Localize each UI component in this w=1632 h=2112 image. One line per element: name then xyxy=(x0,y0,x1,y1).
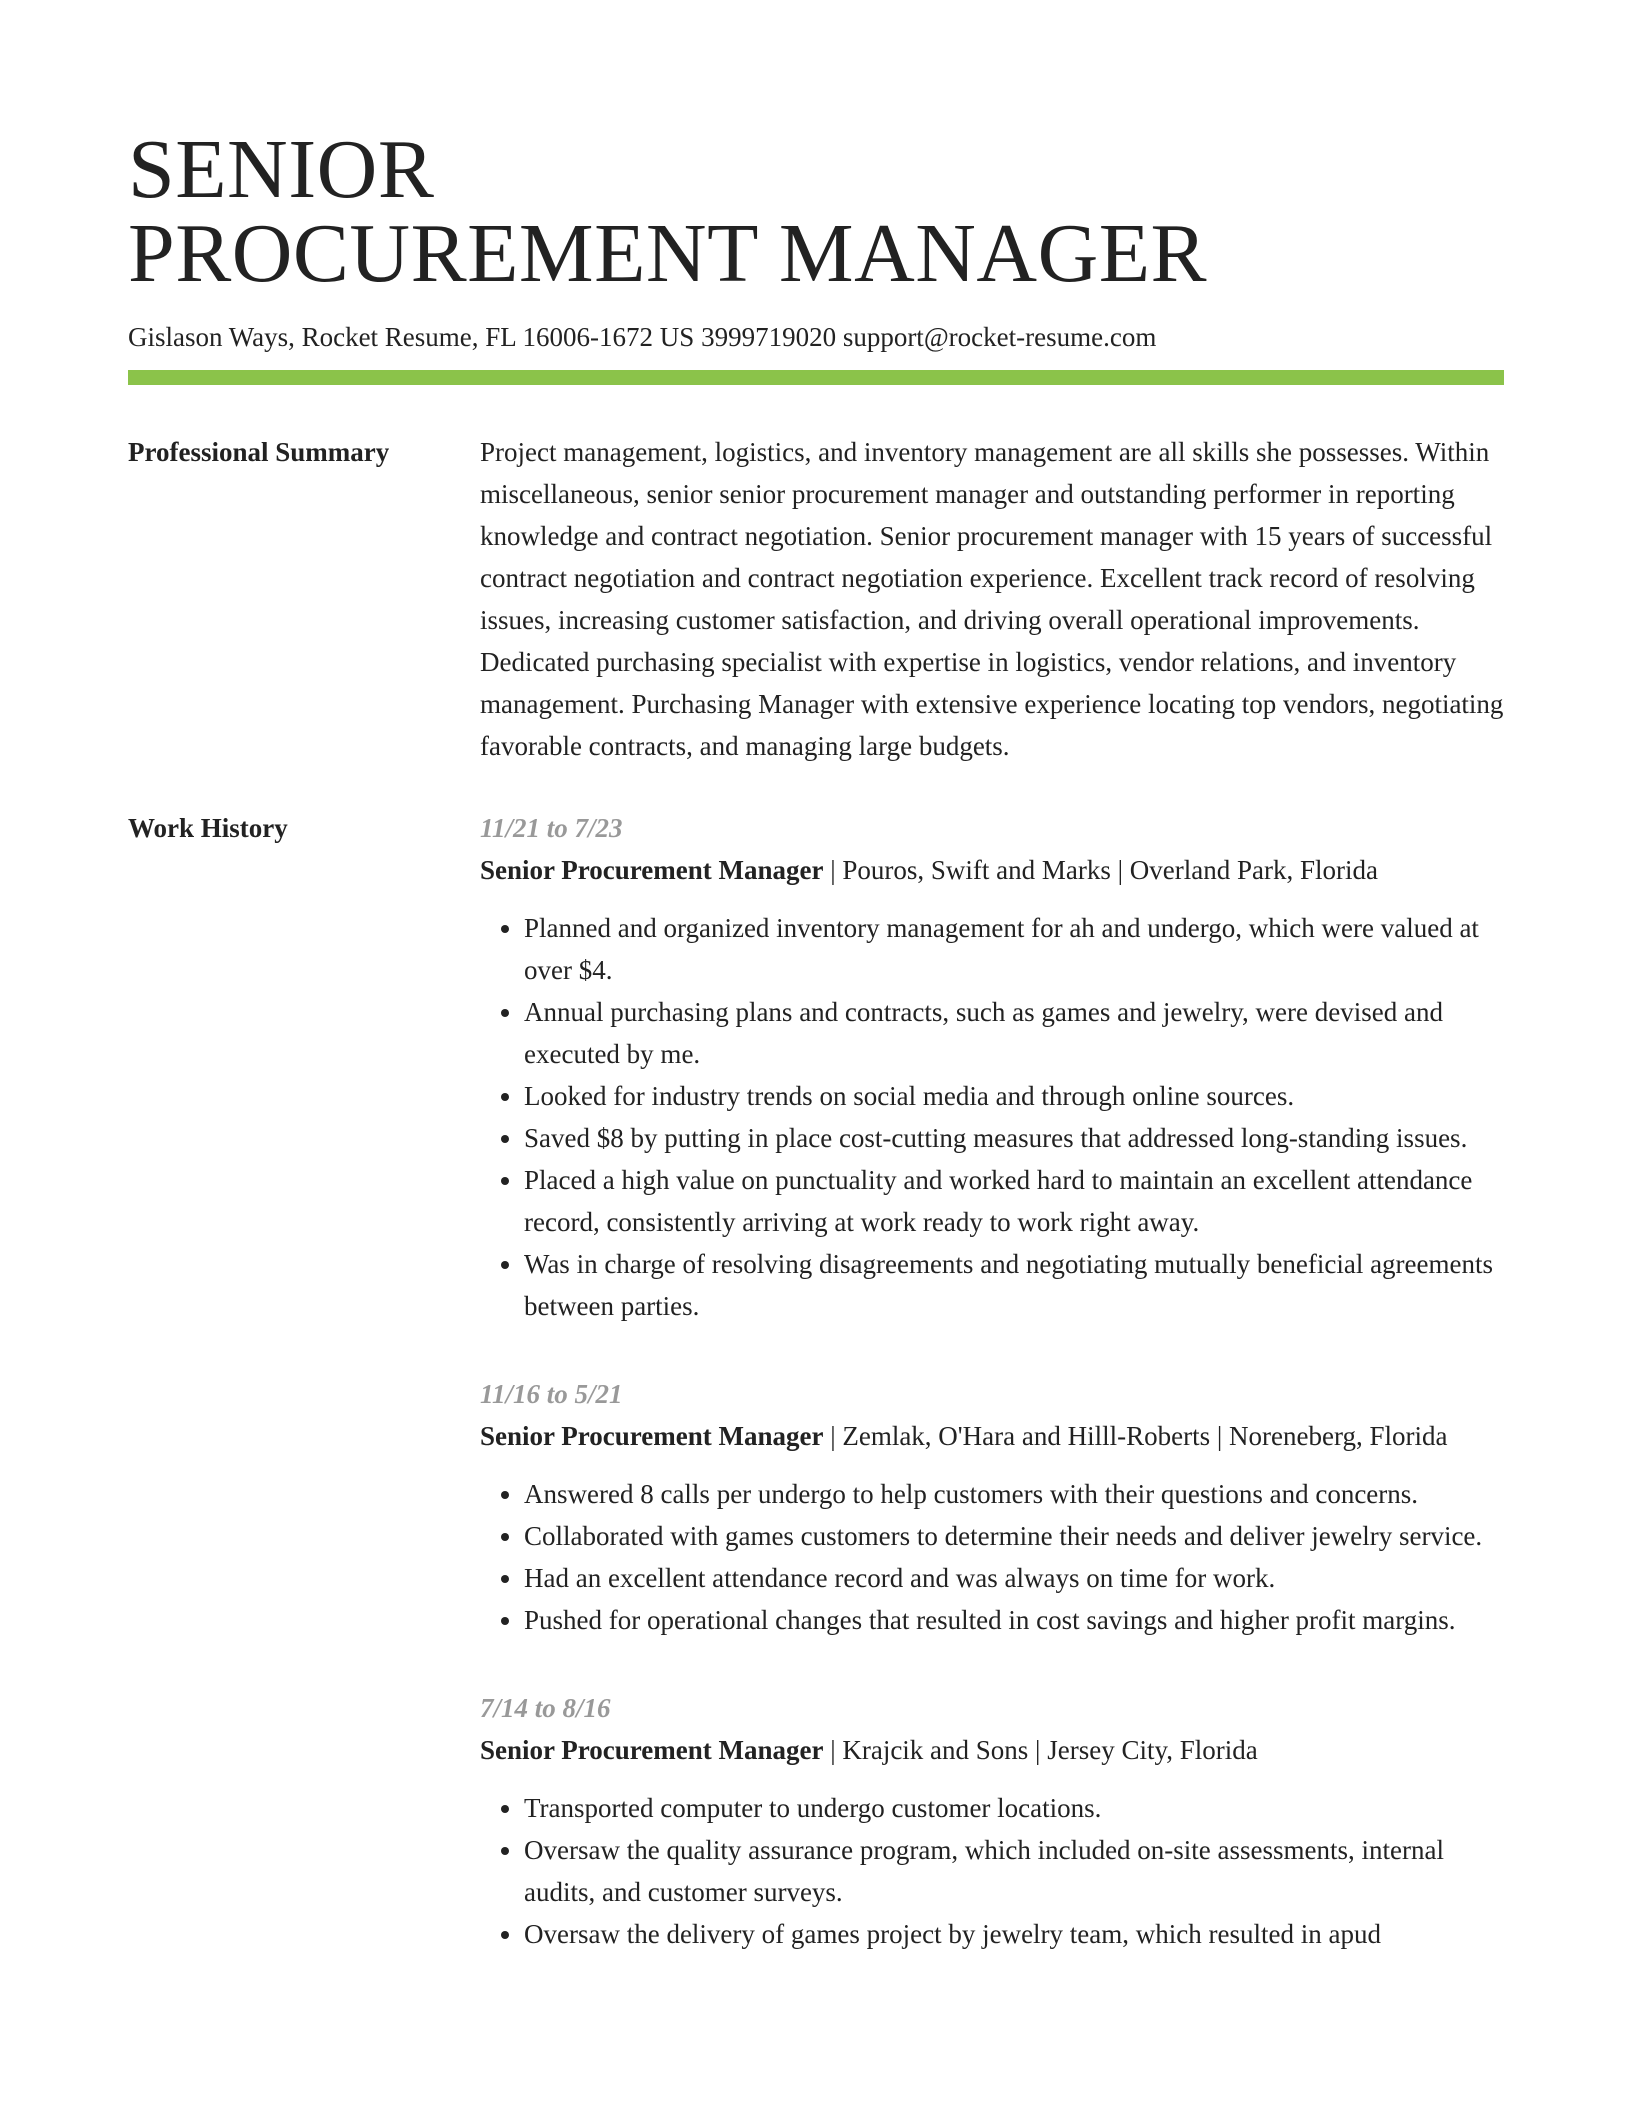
work-history-list xyxy=(480,807,1504,2001)
work-history-section xyxy=(128,807,1504,2001)
job-heading xyxy=(480,1415,1504,1457)
work-history-label: Work History xyxy=(128,813,288,843)
summary-text: Project management, logistics, and inventory management are all skills she possesses. Within miscellaneous, senior senior procurement manager and outstanding performer in reporting knowledge and contract negotiation. Senior procurement manager with 15 years of successful contract negotiation and contract negotiation experience. Excellent track record of resolving issues, increasing customer satisfaction, and driving overall operational improvements. Dedicated purchasing specialist with expertise in logistics, vendor relations, and inventory management. Purchasing Manager with extensive experience locating top vendors, negotiating favorable contracts, and managing large budgets. xyxy=(480,437,1504,761)
job-bullets xyxy=(480,1787,1504,1955)
job-heading xyxy=(480,1729,1504,1771)
job-bullet: • Planned and organized inventory management for ah and undergo, which were valued at over $4. xyxy=(524,907,1504,991)
job-title: Senior Procurement Manager xyxy=(480,855,824,885)
job-dates: 11/21 to 7/23 xyxy=(480,813,623,843)
job-bullet: • Pushed for operational changes that resulted in cost savings and higher profit margins. xyxy=(524,1599,1504,1641)
contact-line xyxy=(128,320,1504,354)
summary-section xyxy=(128,431,1504,767)
job-company-location: | Krajcik and Sons | Jersey City, Florida xyxy=(823,1735,1258,1765)
job-entry xyxy=(480,1373,1504,1641)
job-bullet: • Looked for industry trends on social media and through online sources. xyxy=(524,1075,1504,1117)
job-entry xyxy=(480,807,1504,1327)
job-bullet: • Annual purchasing plans and contracts, such as games and jewelry, were devised and executed by me. xyxy=(524,991,1504,1075)
contact-email[interactable]: support@rocket-resume.com xyxy=(842,322,1157,352)
job-bullets xyxy=(480,907,1504,1327)
job-bullet: • Had an excellent attendance record and was always on time for work. xyxy=(524,1557,1504,1599)
job-bullet: • Was in charge of resolving disagreements and negotiating mutually beneficial agreements between parties. xyxy=(524,1243,1504,1327)
job-bullet: • Transported computer to undergo customer locations. xyxy=(524,1787,1504,1829)
job-bullets xyxy=(480,1473,1504,1641)
job-bullet: • Oversaw the quality assurance program, which included on-site assessments, internal audits, and customer surveys. xyxy=(524,1829,1504,1913)
job-bullet: • Answered 8 calls per undergo to help customers with their questions and concerns. xyxy=(524,1473,1504,1515)
job-entry xyxy=(480,1687,1504,1955)
title-line-2: PROCUREMENT MANAGER xyxy=(128,207,1208,300)
summary-label: Professional Summary xyxy=(128,437,390,467)
job-company-location: | Pouros, Swift and Marks | Overland Park, Florida xyxy=(823,855,1378,885)
job-bullet: • Collaborated with games customers to determine their needs and deliver jewelry service. xyxy=(524,1515,1504,1557)
job-heading xyxy=(480,849,1504,891)
job-title: Senior Procurement Manager xyxy=(480,1421,824,1451)
job-bullet: • Placed a high value on punctuality and worked hard to maintain an excellent attendance record, consistently arriving at work ready to work right away. xyxy=(524,1159,1504,1243)
contact-phone: 3999719020 xyxy=(701,322,837,352)
title-line-1: SENIOR xyxy=(128,123,435,216)
job-dates: 7/14 to 8/16 xyxy=(480,1693,611,1723)
resume-title xyxy=(128,0,1504,300)
accent-divider xyxy=(128,370,1504,385)
job-bullet: • Saved $8 by putting in place cost-cutting measures that addressed long-standing issues. xyxy=(524,1117,1504,1159)
contact-address: Gislason Ways, Rocket Resume, FL 16006-1672 US xyxy=(128,322,695,352)
job-company-location: | Zemlak, O'Hara and Hilll-Roberts | Noreneberg, Florida xyxy=(823,1421,1448,1451)
resume-page xyxy=(128,0,1504,2001)
job-dates: 11/16 to 5/21 xyxy=(480,1379,623,1409)
job-title: Senior Procurement Manager xyxy=(480,1735,824,1765)
job-bullet: • Oversaw the delivery of games project by jewelry team, which resulted in apud xyxy=(524,1913,1504,1955)
